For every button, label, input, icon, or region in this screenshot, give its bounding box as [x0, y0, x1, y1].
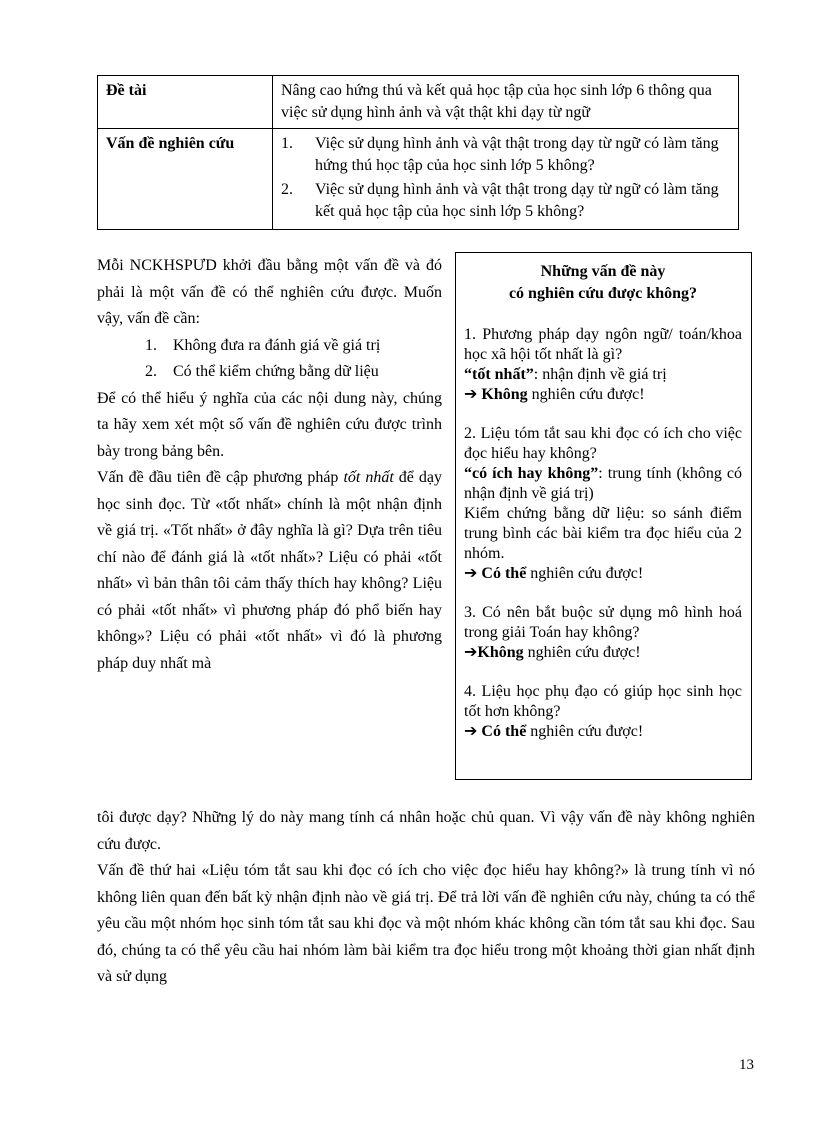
topic-label: Đề tài	[98, 76, 273, 129]
condition-item: 1. Không đưa ra đánh giá về giá trị	[145, 336, 381, 354]
question-item: 3. Có nên bắt buộc sử dụng mô hình hoá trong giải Toán hay không? ➔Không nghiên cứu được!	[464, 604, 742, 661]
paragraph: tôi được dạy? Những lý do này mang tính cá nhân hoặc chủ quan. Vì vậy vấn đề này không nghiên cứu được.	[97, 809, 755, 853]
question-item: 2. Liệu tóm tắt sau khi đọc có ích cho việc đọc hiểu hay không? “có ích hay không”: trung tính (không có nhận định về giá trị) Kiểm chứng bằng dữ liệu: so sánh điểm trung bình các bài kiểm tra đọc hiểu của 2 nhóm. ➔ Có thể nghiên cứu được!	[464, 425, 742, 582]
question-item: 1. Phương pháp dạy ngôn ngữ/ toán/khoa học xã hội tốt nhất là gì? “tốt nhất”: nhận định về giá trị ➔ Không nghiên cứu được!	[464, 326, 742, 403]
intro-paragraph: Mỗi NCKHSPƯD khởi đầu bằng một vấn đề và đó phải là một vấn đề có thể nghiên cứu được. Muốn vậy, vấn đề cần:	[97, 257, 442, 327]
list-item: 2. Việc sử dụng hình ảnh và vật thật trong dạy từ ngữ có làm tăng kết quả học tập của học sinh lớp 5 không?	[281, 181, 719, 220]
box-title: Những vấn đề này có nghiên cứu được không?	[508, 263, 698, 302]
researchable-questions-box	[455, 252, 752, 780]
page-number: 13	[739, 1057, 754, 1073]
paragraph: Để có thể hiểu ý nghĩa của các nội dung này, chúng ta hãy xem xét một số vấn đề nghiên cứu được trình bày trong bảng bên.	[97, 389, 442, 460]
research-question-label: Vấn đề nghiên cứu	[98, 129, 273, 230]
arrow-right-icon: ➔	[464, 644, 478, 661]
condition-item: 2. Có thể kiểm chứng bằng dữ liệu	[145, 363, 379, 380]
arrow-right-icon: ➔	[464, 565, 478, 582]
arrow-right-icon: ➔	[464, 723, 478, 740]
research-question-list	[281, 133, 732, 223]
list-item: 1. Việc sử dụng hình ảnh và vật thật trong dạy từ ngữ có làm tăng hứng thú học tập của học sinh lớp 5 không?	[281, 135, 719, 174]
topic-content: Nâng cao hứng thú và kết quả học tập của học sinh lớp 6 thông qua việc sử dụng hình ảnh và vật thật khi dạy từ ngữ	[273, 76, 739, 129]
arrow-right-icon: ➔	[464, 386, 478, 403]
topic-table	[97, 75, 739, 230]
paragraph: Vấn đề đầu tiên đề cập phương pháp tốt nhất để dạy học sinh đọc. Từ «tốt nhất» chính là một nhận định về giá trị. «Tốt nhất» ở đây nghĩa là gì? Dựa trên tiêu chí nào để đánh giá là «tốt nhất»? Liệu có phải «tốt nhất» vì bản thân tôi cảm thấy thích hay không? Liệu có phải «tốt nhất» vì phương pháp đó phổ biến hay không»? Liệu có phải «tốt nhất» vì đó là phương pháp duy nhất mà	[97, 469, 442, 672]
paragraph: Vấn đề thứ hai «Liệu tóm tắt sau khi đọc có ích cho việc đọc hiểu hay không?» là trung tính vì nó không liên quan đến bất kỳ nhận định nào về giá trị. Để trả lời vấn đề nghiên cứu này, chúng ta có thể yêu cầu một nhóm học sinh tóm tắt sau khi đọc và một nhóm khác không cần tóm tắt sau khi đọc. Sau đó, chúng ta có thể yêu cầu hai nhóm làm bài kiểm tra đọc hiểu trong một khoảng thời gian nhất định và sử dụng	[97, 862, 755, 985]
research-question-content	[273, 129, 739, 230]
table-row	[98, 129, 739, 230]
left-column-text	[97, 253, 442, 677]
table-row	[98, 76, 739, 129]
question-item: 4. Liệu học phụ đạo có giúp học sinh học tốt hơn không? ➔ Có thể nghiên cứu được!	[464, 683, 742, 740]
full-width-text	[97, 805, 755, 991]
